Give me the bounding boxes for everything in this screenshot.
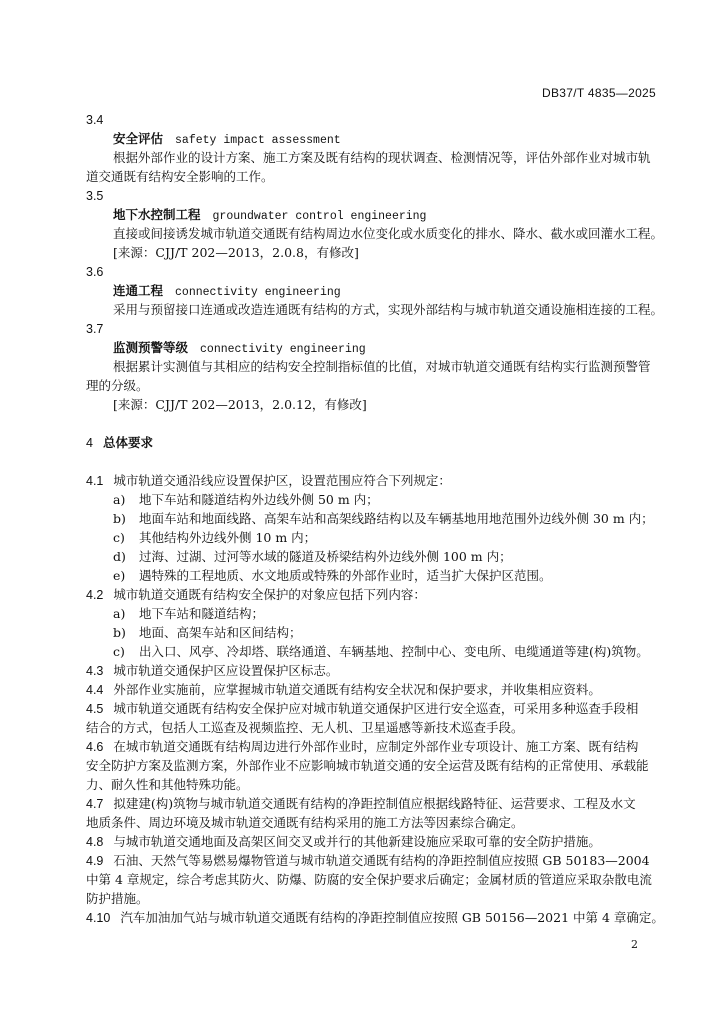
line-text: 汽车加油加气站与城市轨道交通既有结构的净距控制值应按照 GB 50156—2021 中第 4 章确定。 [120, 910, 664, 925]
text-line [86, 682, 601, 698]
list-item [113, 549, 512, 565]
text-line [113, 131, 341, 149]
line-text: 过海、过湖、过河等水域的隧道及桥梁结构外边线外侧 100 m 内； [139, 549, 512, 564]
line-text: 3.5 [86, 189, 104, 203]
clause-number: 4.8 [86, 835, 104, 849]
line-text: 直接或间接诱发城市轨道交通既有结构周边水位变化或水质变化的排水、降水、截水或回灌水工程。 [113, 226, 664, 241]
text-line [86, 834, 601, 850]
line-text: 地面、高架车站和区间结构； [139, 625, 302, 640]
clause-number: 4.5 [86, 702, 104, 716]
term-english: safety impact assessment [175, 134, 341, 147]
list-item [113, 606, 264, 622]
list-item [113, 492, 379, 508]
line-text: [来源：CJJ/T 202—2013，2.0.12，有修改] [113, 397, 367, 412]
line-text: 根据外部作业的设计方案、施工方案及既有结构的现状调查、检测情况等，评估外部作业对城市轨 [113, 150, 651, 165]
list-label: e) [113, 568, 126, 583]
term-title: 监测预警等级 [113, 340, 189, 355]
text-line [113, 302, 663, 318]
clause-number: 4.4 [86, 683, 104, 697]
term-number [86, 321, 103, 337]
line-text: 地质条件、周边环境及城市轨道交通既有结构采用的施工方法等因素综合确定。 [86, 815, 524, 830]
clause-number: 4.1 [86, 474, 104, 488]
clause-number: 4.9 [86, 854, 104, 868]
text-line [113, 245, 359, 261]
page-number: 2 [631, 938, 638, 951]
text-line [86, 815, 524, 831]
term-title: 地下水控制工程 [113, 207, 201, 222]
term-number [86, 264, 103, 280]
text-line [113, 359, 651, 375]
line-text: 其他结构外边线外侧 10 m 内； [139, 530, 317, 545]
line-text: 石油、天然气等易燃易爆物管道与城市轨道交通既有结构的净距控制值应按照 GB 50183—2004 [113, 853, 650, 868]
line-text: 城市轨道交通既有结构安全保护应对城市轨道交通保护区进行安全巡查，可采用多种巡查手段相 [113, 701, 639, 716]
line-text: 安全防护方案及监测方案，外部作业不应影响城市轨道交通的安全运营及既有结构的正常使用、承载能 [86, 758, 649, 773]
term-english: groundwater control engineering [212, 210, 427, 223]
text-line [113, 283, 341, 301]
text-line [86, 435, 153, 451]
term-english: connectivity engineering [200, 343, 366, 356]
term-number [86, 112, 103, 128]
line-text: 防护措施。 [86, 891, 149, 906]
text-line [86, 663, 338, 679]
term-title: 安全评估 [113, 131, 164, 146]
line-text: 城市轨道交通沿线应设置保护区，设置范围应符合下列规定： [113, 473, 451, 488]
line-text: 地下车站和隧道结构外边线外侧 50 m 内； [139, 492, 379, 507]
text-line [113, 340, 366, 358]
term-title: 总体要求 [102, 435, 153, 450]
text-line [86, 796, 636, 812]
text-line [86, 777, 249, 793]
list-label: c) [113, 644, 125, 659]
list-label: b) [113, 511, 126, 526]
line-text: 采用与预留接口连通或改造连通既有结构的方式，实现外部结构与城市轨道交通设施相连接的工程。 [113, 302, 664, 317]
list-item [113, 511, 654, 527]
text-line [86, 739, 638, 755]
text-line [86, 378, 149, 394]
line-text: 地面车站和地面线路、高架车站和高架线路结构以及车辆基地用地范围外边线外侧 30 m 内； [139, 511, 654, 526]
list-label: d) [113, 549, 126, 564]
line-text: 遇特殊的工程地质、水文地质或特殊的外部作业时，适当扩大保护区范围。 [139, 568, 552, 583]
text-line [113, 207, 426, 225]
text-line [86, 587, 426, 603]
list-item [113, 625, 302, 641]
text-line [86, 910, 664, 926]
standard-code-header: DB37/T 4835—2025 [542, 86, 656, 100]
text-line [113, 397, 367, 413]
line-text: 外部作业实施前，应掌握城市轨道交通既有结构安全状况和保护要求，并收集相应资料。 [113, 682, 601, 697]
text-line [86, 473, 451, 489]
line-text: 根据累计实测值与其相应的结构安全控制指标值的比值，对城市轨道交通既有结构实行监测预警管 [113, 359, 651, 374]
line-text: 在城市轨道交通既有结构周边进行外部作业时，应制定外部作业专项设计、施工方案、既有结构 [113, 739, 639, 754]
line-text: 3.6 [86, 265, 104, 279]
clause-number: 4.2 [86, 588, 104, 602]
clause-number: 4.7 [86, 797, 104, 811]
line-text: 道交通既有结构安全影响的工作。 [86, 169, 274, 184]
list-label: c) [113, 530, 125, 545]
line-text: 中第 4 章规定，综合考虑其防火、防爆、防腐的安全保护要求后确定；金属材质的管道应采取杂散电流 [86, 872, 652, 887]
line-text: 力、耐久性和其他特殊功能。 [86, 777, 249, 792]
clause-number: 4.3 [86, 664, 104, 678]
line-text: 城市轨道交通保护区应设置保护区标志。 [113, 663, 339, 678]
line-text: [来源：CJJ/T 202—2013，2.0.8，有修改] [113, 245, 359, 260]
line-text: 地下车站和隧道结构； [139, 606, 265, 621]
term-title: 连通工程 [113, 283, 164, 298]
text-line [86, 169, 274, 185]
list-item [113, 530, 316, 546]
text-line [86, 872, 652, 888]
text-line [86, 758, 649, 774]
clause-number: 4.10 [86, 911, 111, 925]
list-item [113, 568, 552, 584]
list-label: b) [113, 625, 126, 640]
text-line [86, 853, 650, 869]
text-line [113, 226, 663, 242]
line-text: 3.7 [86, 322, 104, 336]
list-item [113, 644, 649, 660]
line-text: 理的分级。 [86, 378, 149, 393]
text-line [86, 701, 638, 717]
line-text: 3.4 [86, 113, 104, 127]
line-text: 城市轨道交通既有结构安全保护的对象应包括下列内容： [113, 587, 426, 602]
line-text: 出入口、风亭、冷却塔、联络通道、车辆基地、控制中心、变电所、电缆通道等建(构)筑物。 [139, 644, 649, 659]
list-label: a) [113, 606, 126, 621]
text-line [86, 720, 524, 736]
line-text: 结合的方式，包括人工巡查及视频监控、无人机、卫星遥感等新技术巡查手段。 [86, 720, 524, 735]
clause-number: 4 [86, 436, 93, 450]
text-line [113, 150, 651, 166]
line-text: 拟建建(构)筑物与城市轨道交通既有结构的净距控制值应根据线路特征、运营要求、工程及水文 [113, 796, 636, 811]
term-number [86, 188, 103, 204]
text-line [86, 891, 149, 907]
line-text: 与城市轨道交通地面及高架区间交叉或并行的其他新建设施应采取可靠的安全防护措施。 [113, 834, 601, 849]
list-label: a) [113, 492, 126, 507]
clause-number: 4.6 [86, 740, 104, 754]
term-english: connectivity engineering [175, 286, 341, 299]
